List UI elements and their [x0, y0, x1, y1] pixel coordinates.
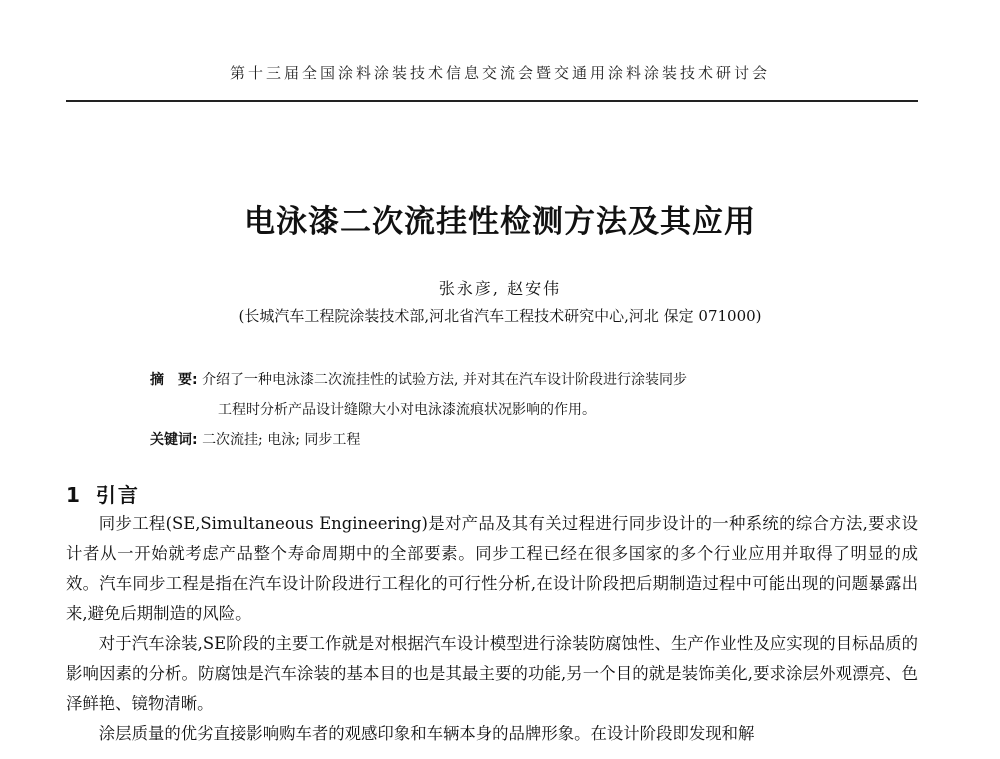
body-paragraph: 同步工程(SE,Simultaneous Engineering)是对产品及其有关过程进行同步设计的一种系统的综合方法,要求设计者从一开始就考虑产品整个寿命周期中的全部要素。同步工程已经在很多国家的多个行业应用并取得了明显的成效。汽车同步工程是指在汽车设计阶段进行工程化的可行性分析,在设计阶段把后期制造过程中可能出现的问题暴露出来,避免后期制造的风险。 — [66, 514, 918, 623]
running-header: 第十三届全国涂料涂装技术信息交流会暨交通用涂料涂装技术研讨会 — [229, 64, 770, 82]
abstract-text-line2: 工程时分析产品设计缝隙大小对电泳漆流痕状况影响的作用。 — [218, 402, 596, 418]
header-rule — [66, 100, 918, 102]
keywords-label: 关键词: — [150, 432, 198, 448]
abstract-block — [150, 365, 860, 455]
section-title: 引言 — [95, 483, 140, 507]
body-text — [66, 509, 918, 749]
section-heading — [66, 479, 140, 508]
section-number: 1 — [66, 483, 82, 507]
keywords-line — [150, 425, 860, 455]
body-paragraph: 对于汽车涂装,SE阶段的主要工作就是对根据汽车设计模型进行涂装防腐蚀性、生产作业性及应实现的目标品质的影响因素的分析。防腐蚀是汽车涂装的基本目的也是其最主要的功能,另一个目的就是装饰美化,要求涂层外观漂亮、色泽鲜艳、镜物清晰。 — [66, 634, 918, 713]
paper-authors: 张永彦, 赵安伟 — [438, 279, 562, 298]
abstract-label: 摘 要: — [150, 372, 198, 388]
abstract-text-line1: 介绍了一种电泳漆二次流挂性的试验方法, 并对其在汽车设计阶段进行涂装同步 — [202, 372, 687, 388]
paper-title: 电泳漆二次流挂性检测方法及其应用 — [244, 204, 756, 240]
abstract-first-line — [150, 365, 860, 395]
body-paragraph: 涂层质量的优劣直接影响购车者的观感印象和车辆本身的品牌形象。在设计阶段即发现和解 — [98, 724, 755, 743]
paper-affiliation: (长城汽车工程院涂装技术部,河北省汽车工程技术研究中心,河北 保定 071000) — [238, 307, 762, 325]
keywords-text: 二次流挂; 电泳; 同步工程 — [202, 432, 361, 448]
